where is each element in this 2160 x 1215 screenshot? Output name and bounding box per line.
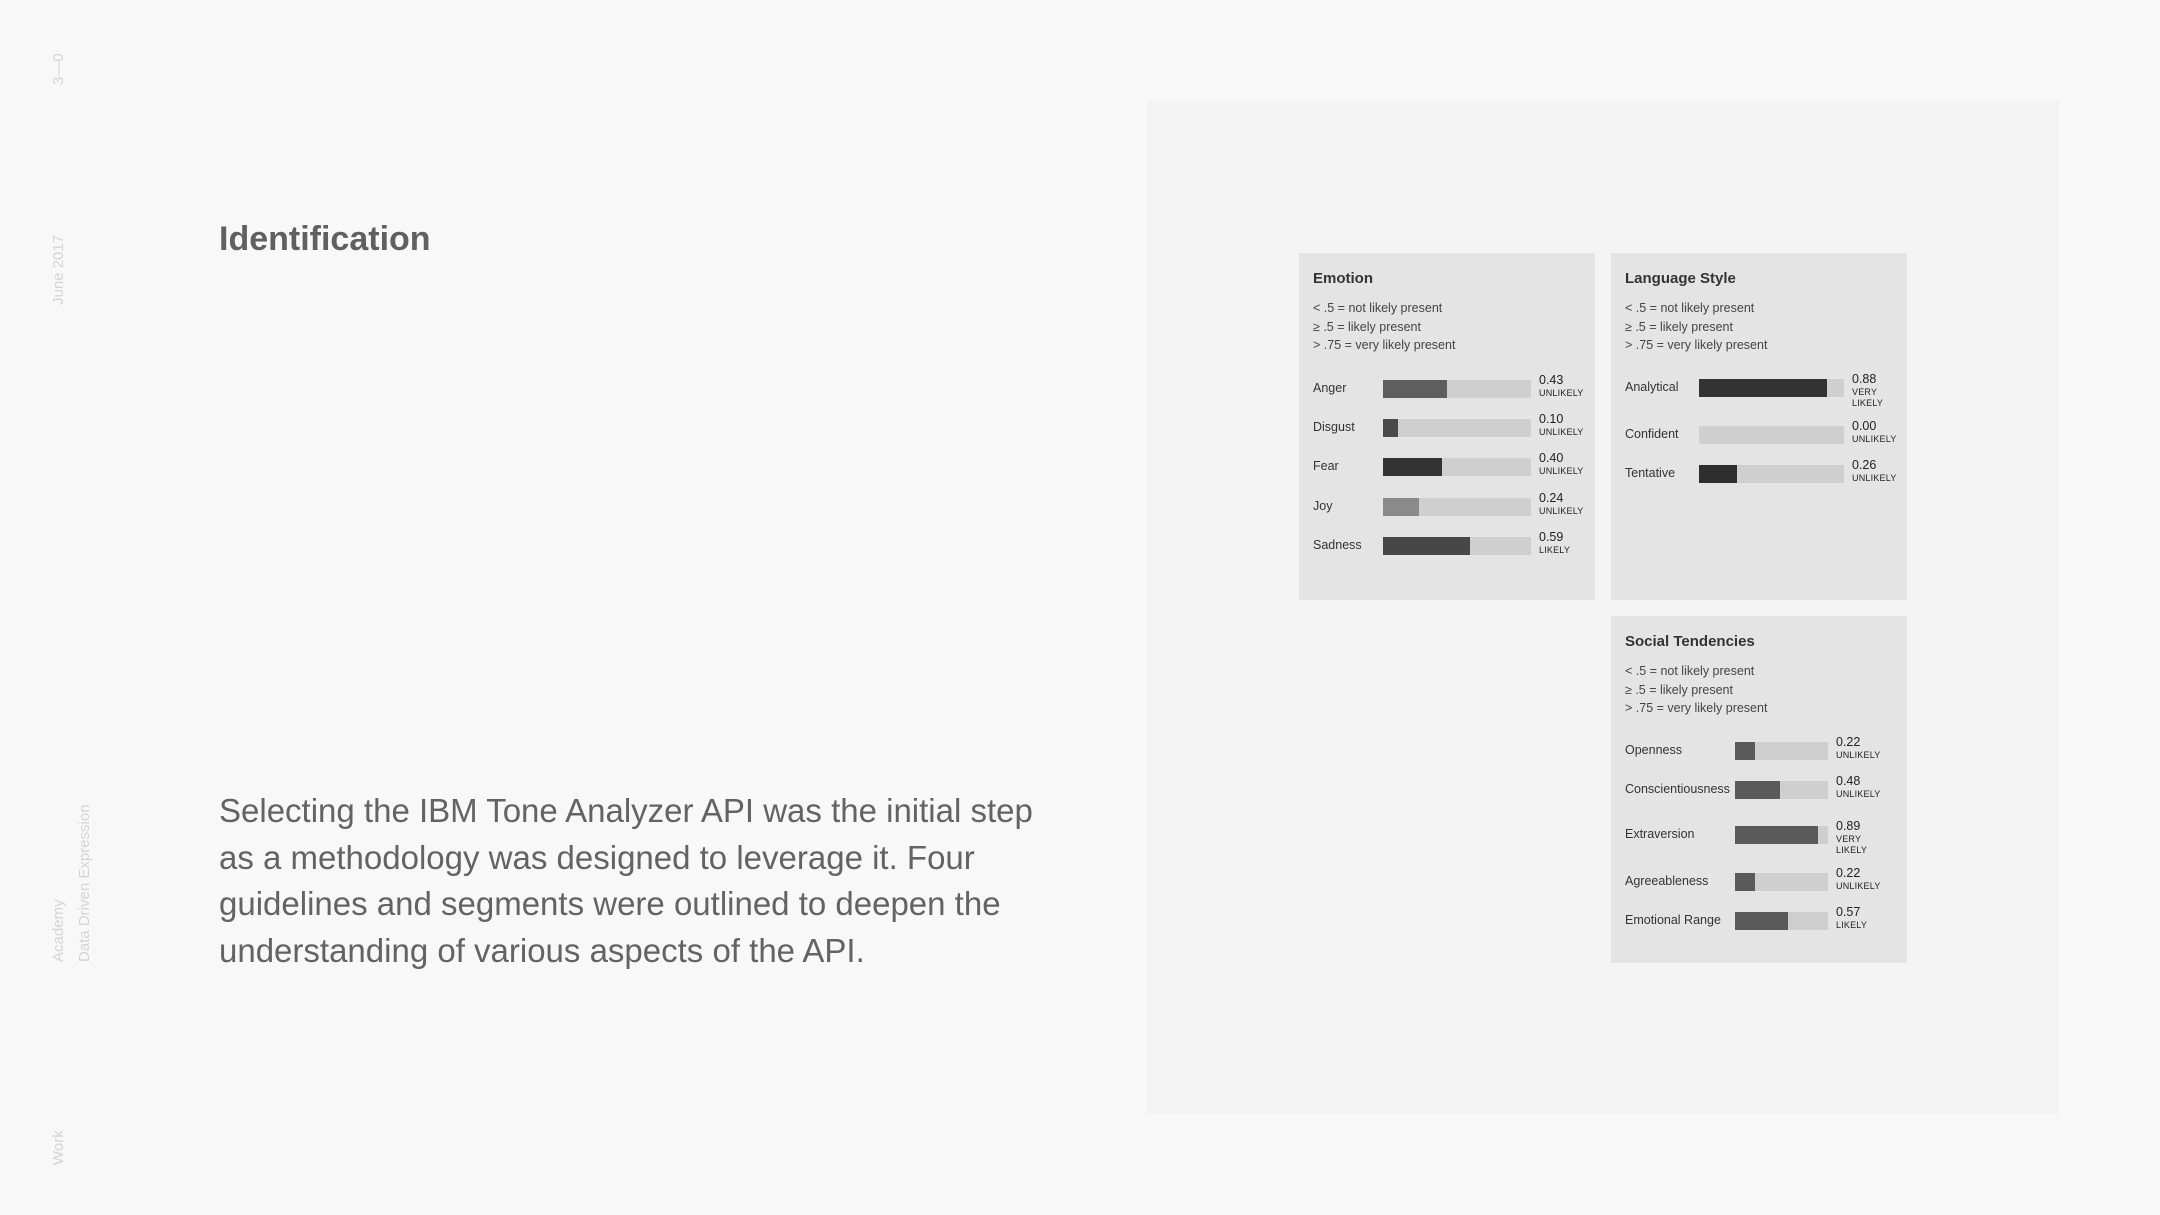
- panel-title: Social Tendencies: [1625, 633, 1755, 650]
- score-label: Confident: [1625, 427, 1679, 441]
- legend: [1625, 299, 1767, 355]
- score-bar-fill: [1383, 380, 1447, 398]
- score-row: [1625, 866, 1888, 893]
- score-value: 0.40: [1539, 451, 1564, 465]
- legend-line: ≥ .5 = likely present: [1313, 319, 1421, 334]
- legend-line: ≥ .5 = likely present: [1625, 682, 1733, 697]
- score-row: [1625, 774, 1888, 801]
- score-bar-track: [1735, 873, 1828, 891]
- score-value: 0.22: [1836, 735, 1861, 749]
- score-bar-fill: [1383, 419, 1398, 437]
- score-bar-fill: [1735, 873, 1755, 891]
- score-value: 0.59: [1539, 530, 1564, 544]
- project-label: Data Driven Expression: [76, 804, 93, 962]
- tone-analyzer-figure: [1147, 101, 2059, 1114]
- score-value: 0.22: [1836, 866, 1861, 880]
- score-bar-fill: [1383, 458, 1442, 476]
- legend-line: < .5 = not likely present: [1625, 301, 1755, 315]
- likelihood-tag: UNLIKELY: [1539, 427, 1584, 437]
- panel-title: Language Style: [1625, 270, 1736, 287]
- score-row: [1625, 735, 1888, 762]
- likelihood-tag: UNLIKELY: [1836, 881, 1881, 891]
- likelihood-tag: LIKELY: [1539, 545, 1571, 555]
- score-bar-track: [1383, 380, 1531, 398]
- score-label: Sadness: [1313, 538, 1362, 552]
- score-label: Tentative: [1625, 466, 1676, 480]
- score-bar-fill: [1735, 912, 1788, 930]
- social-tendencies-panel: [1611, 616, 1907, 963]
- score-label: Analytical: [1625, 380, 1679, 394]
- score-bar-track: [1699, 426, 1844, 444]
- score-bar-fill: [1735, 781, 1780, 799]
- category-label: Academy: [50, 899, 67, 962]
- score-bar-track: [1735, 912, 1828, 930]
- score-bar-track: [1383, 537, 1531, 555]
- score-bar-fill: [1699, 379, 1827, 397]
- score-bar-track: [1735, 826, 1828, 844]
- likelihood-tag: UNLIKELY: [1539, 466, 1584, 476]
- section-title: Identification: [219, 220, 431, 258]
- score-row: [1313, 451, 1591, 478]
- likelihood-tag: UNLIKELY: [1852, 434, 1897, 444]
- score-value: 0.57: [1836, 905, 1861, 919]
- score-label: Disgust: [1313, 420, 1355, 434]
- likelihood-tag: LIKELY: [1836, 920, 1868, 930]
- score-row: [1313, 373, 1591, 400]
- score-row: [1625, 905, 1888, 932]
- score-value: 0.26: [1852, 458, 1877, 472]
- score-bar-fill: [1735, 826, 1818, 844]
- panel-title: Emotion: [1313, 270, 1373, 287]
- legend-line: > .75 = very likely present: [1625, 701, 1768, 715]
- score-bar-track: [1383, 498, 1531, 516]
- score-label: Fear: [1313, 459, 1339, 473]
- score-bar-track: [1383, 419, 1531, 437]
- score-value: 0.10: [1539, 412, 1564, 426]
- score-value: 0.24: [1539, 491, 1564, 505]
- section-label: Work: [50, 1130, 67, 1165]
- likelihood-tag: VERY LIKELY: [1852, 387, 1884, 408]
- score-label: Conscientiousness: [1625, 782, 1730, 796]
- score-value: 0.43: [1539, 373, 1564, 387]
- likelihood-tag: UNLIKELY: [1836, 750, 1881, 760]
- emotion-panel: [1299, 253, 1595, 600]
- likelihood-tag: UNLIKELY: [1852, 473, 1897, 483]
- description-paragraph: Selecting the IBM Tone Analyzer API was the initial step as a methodology was designed to leverage it. Four guidelines and segments were outlined to deepen the understanding of various aspects of the API.: [219, 792, 1033, 969]
- legend-line: ≥ .5 = likely present: [1625, 319, 1733, 334]
- likelihood-tag: UNLIKELY: [1539, 388, 1584, 398]
- legend-line: < .5 = not likely present: [1625, 664, 1755, 678]
- score-row: [1625, 372, 1904, 408]
- likelihood-tag: VERY LIKELY: [1836, 834, 1868, 855]
- score-value: 0.88: [1852, 372, 1877, 386]
- score-row: [1625, 419, 1904, 446]
- score-row: [1313, 412, 1591, 439]
- score-bar-track: [1383, 458, 1531, 476]
- score-row: [1625, 819, 1888, 855]
- score-row: [1313, 530, 1591, 557]
- score-row: [1313, 491, 1591, 518]
- date-label: June 2017: [50, 234, 67, 305]
- legend: [1625, 662, 1767, 718]
- legend-line: < .5 = not likely present: [1313, 301, 1443, 315]
- score-bar-fill: [1735, 742, 1755, 760]
- legend-line: > .75 = very likely present: [1625, 338, 1768, 352]
- score-value: 0.48: [1836, 774, 1861, 788]
- score-bar-fill: [1383, 498, 1419, 516]
- score-row: [1625, 458, 1904, 485]
- score-bar-track: [1735, 781, 1828, 799]
- score-bar-fill: [1699, 465, 1737, 483]
- score-label: Joy: [1313, 499, 1333, 513]
- likelihood-tag: UNLIKELY: [1539, 506, 1584, 516]
- legend-line: > .75 = very likely present: [1313, 338, 1456, 352]
- score-value: 0.00: [1852, 419, 1877, 433]
- language-style-panel: [1611, 253, 1907, 600]
- score-label: Openness: [1625, 743, 1682, 757]
- score-label: Emotional Range: [1625, 913, 1721, 927]
- score-bar-track: [1699, 465, 1844, 483]
- score-value: 0.89: [1836, 819, 1861, 833]
- score-bar-track: [1699, 379, 1844, 397]
- likelihood-tag: UNLIKELY: [1836, 789, 1881, 799]
- score-label: Extraversion: [1625, 827, 1695, 841]
- score-label: Anger: [1313, 381, 1347, 395]
- legend: [1313, 299, 1455, 355]
- score-bar-track: [1735, 742, 1828, 760]
- score-bar-fill: [1383, 537, 1470, 555]
- page-number-label: 3—0: [50, 53, 67, 85]
- score-label: Agreeableness: [1625, 874, 1709, 888]
